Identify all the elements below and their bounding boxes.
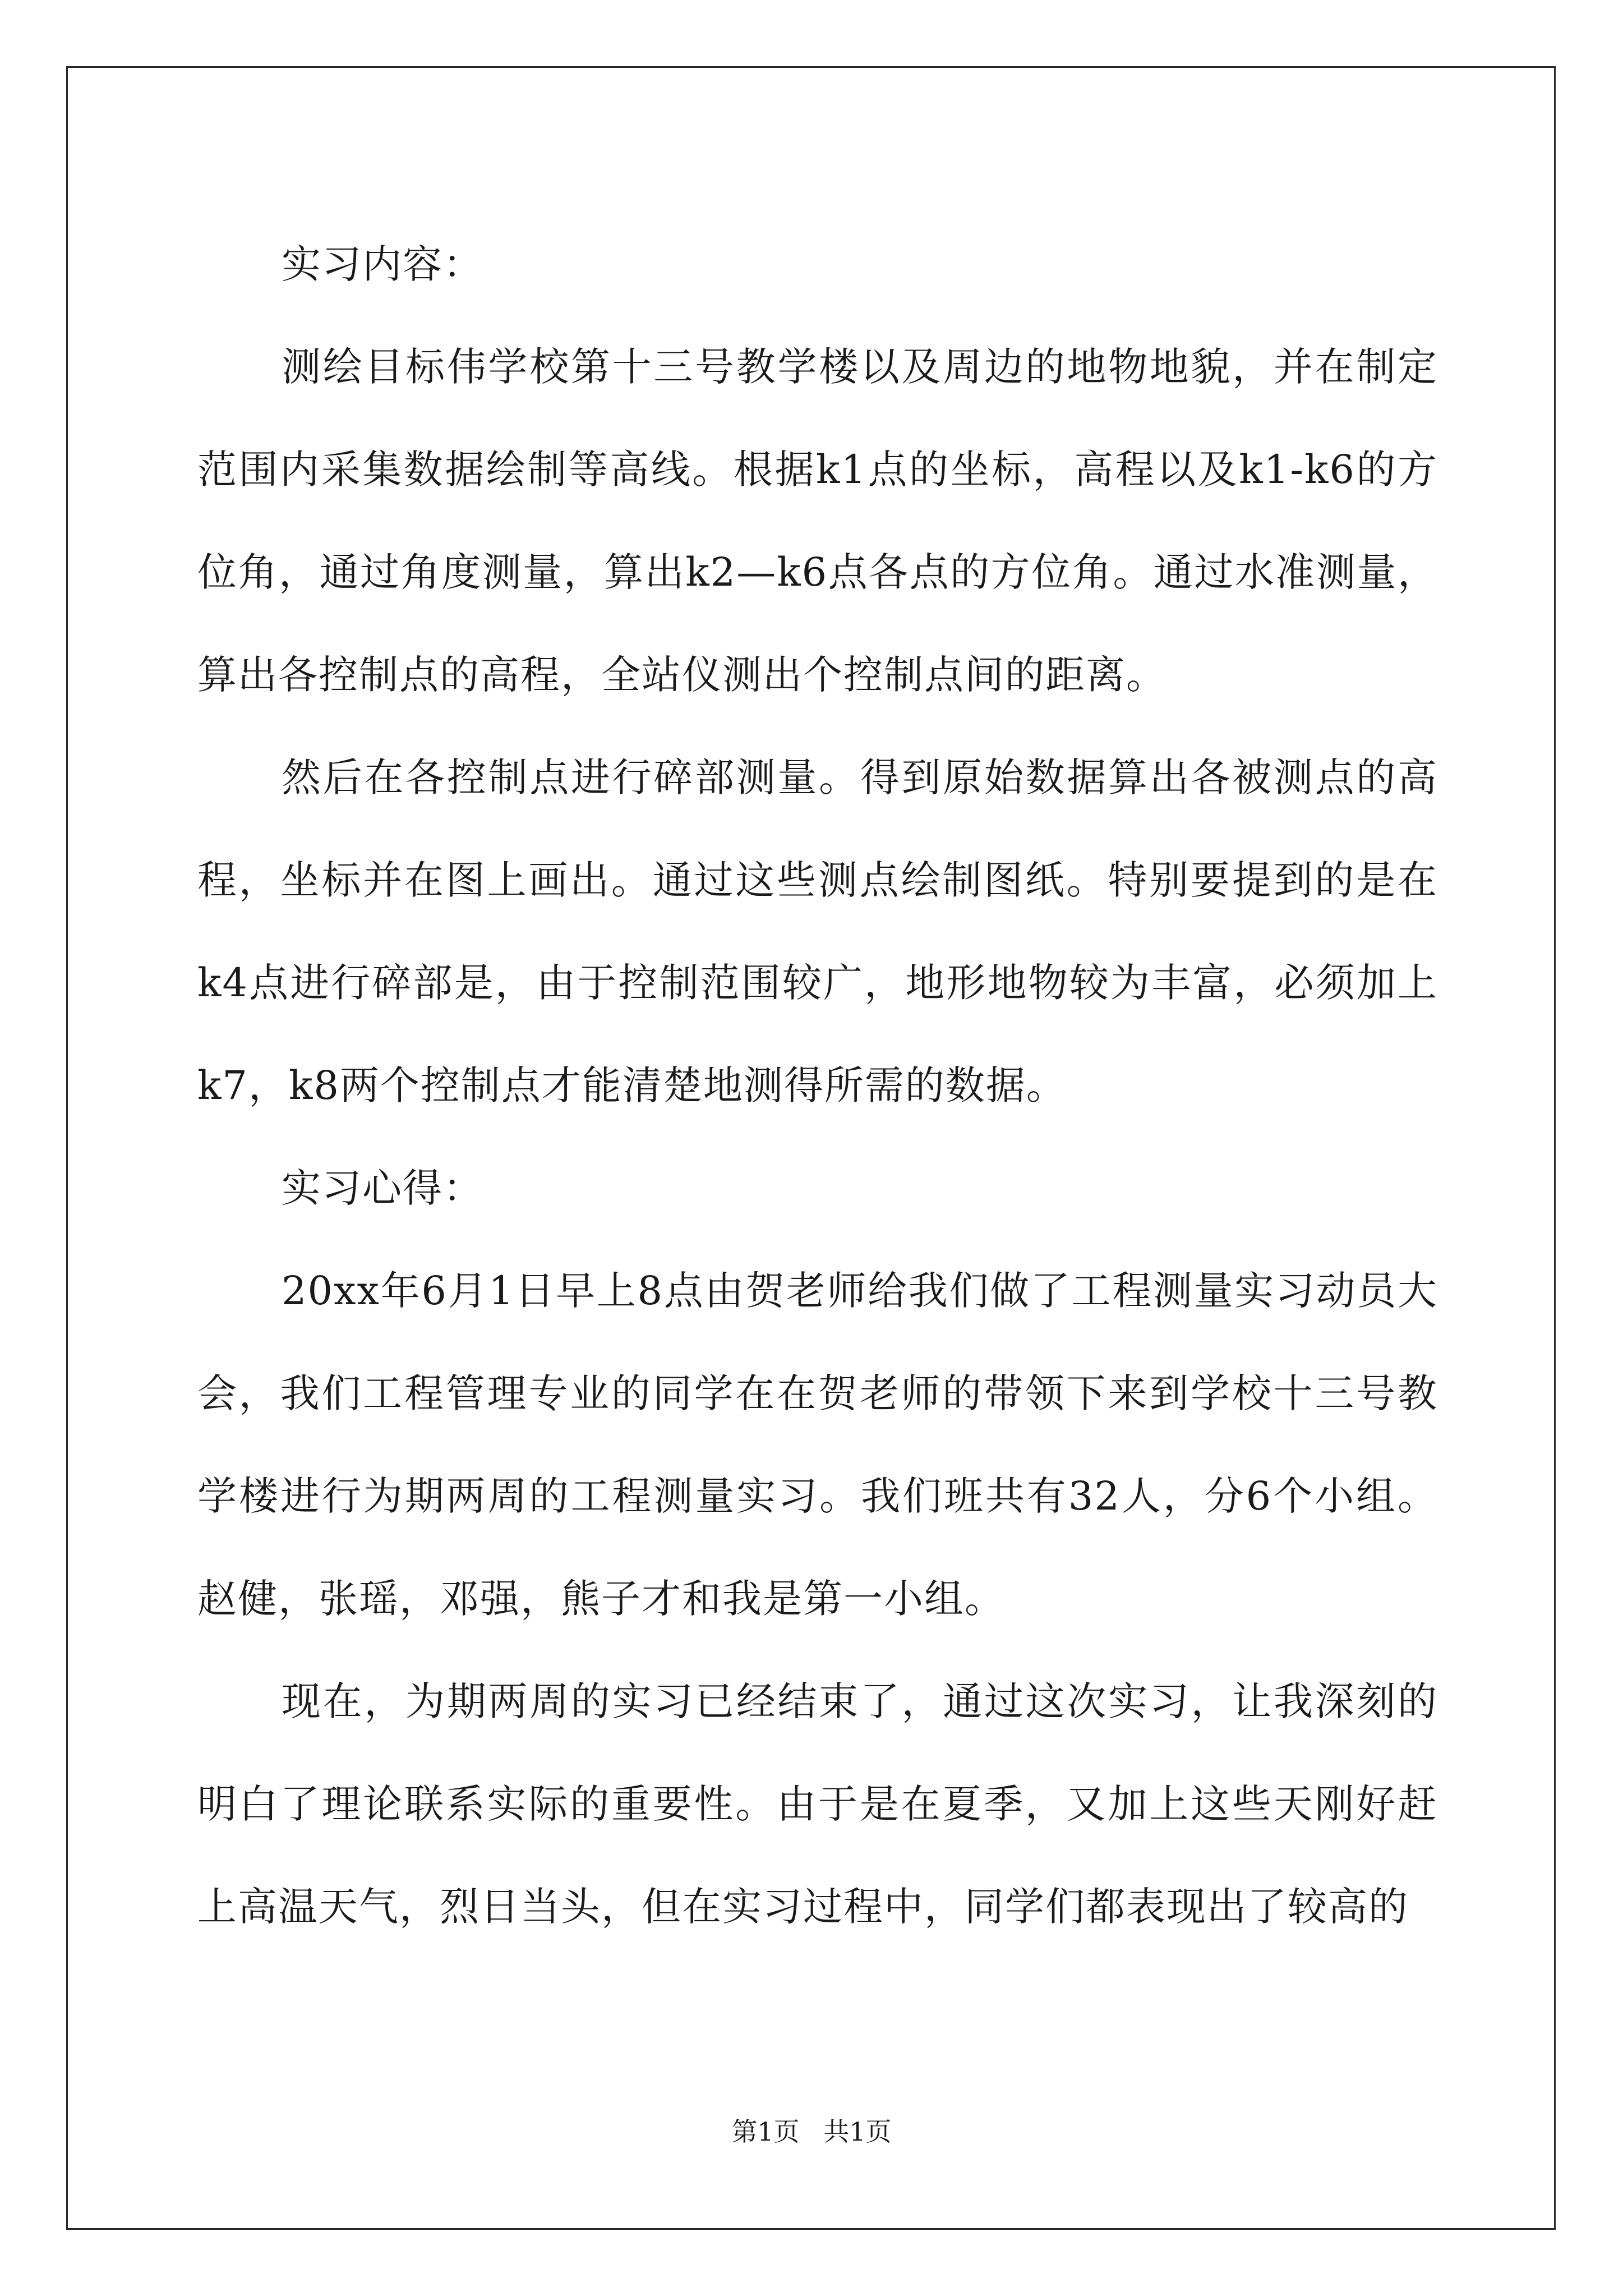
paragraph: 20xx年6月1日早上8点由贺老师给我们做了工程测量实习动员大会，我们工程管理专业的同学在在贺老师的带领下来到学校十三号教学楼进行为期两周的工程测量实习。我们班共有32人，分6个小组。赵健，张瑶，邓强，熊子才和我是第一小组。: [197, 1268, 1438, 1622]
page-footer: [0, 2115, 1623, 2148]
section-heading-content: 实习内容：: [282, 241, 483, 287]
page-number-total: 共1页: [823, 2116, 892, 2147]
paragraph: 然后在各控制点进行碎部测量。得到原始数据算出各被测点的高程，坐标并在图上画出。通过这些测点绘制图纸。特别要提到的是在k4点进行碎部是，由于控制范围较广，地形地物较为丰富，必须加上k7，k8两个控制点才能清楚地测得所需的数据。: [197, 754, 1438, 1108]
section-heading-reflection: 实习心得：: [282, 1165, 483, 1211]
page-number-current: 第1页: [731, 2116, 800, 2147]
paragraph: 测绘目标伟学校第十三号教学楼以及周边的地物地貌，并在制定范围内采集数据绘制等高线。根据k1点的坐标，高程以及k1-k6的方位角，通过角度测量，算出k2—k6点各点的方位角。通过水准测量，算出各控制点的高程，全站仪测出个控制点间的距离。: [197, 344, 1438, 698]
paragraph: 现在，为期两周的实习已经结束了，通过这次实习，让我深刻的明白了理论联系实际的重要性。由于是在夏季，又加上这些天刚好赶上高温天气，烈日当头，但在实习过程中，同学们都表现出了较高的: [197, 1678, 1438, 1930]
document-body: [197, 213, 1438, 1958]
